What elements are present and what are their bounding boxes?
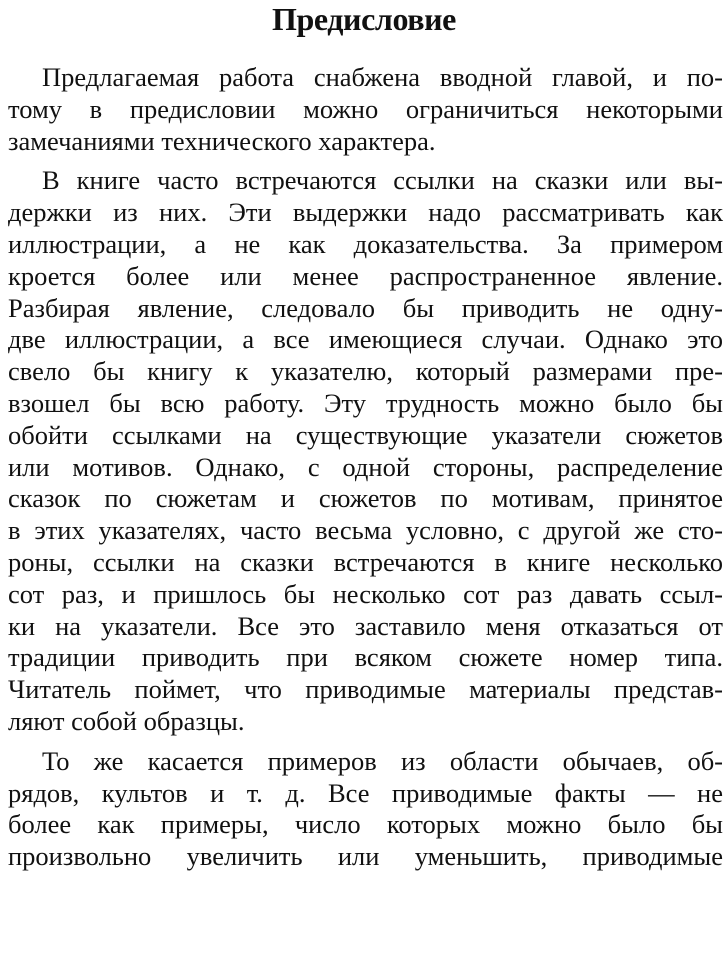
text-line: сказок по сюжетам и сюжетов по мотивам, принятое: [8, 483, 723, 514]
text-line: традиции приводить при всяком сюжете номер типа.: [8, 642, 723, 673]
text-line: Читатель поймет, что приводимые материалы представ-: [8, 674, 723, 705]
text-line: две иллюстрации, а все имеющиеся случаи. Однако это: [8, 324, 723, 355]
text-line: или мотивов. Однако, с одной стороны, распределение: [8, 451, 723, 482]
text-line: ляют собой образцы.: [8, 705, 245, 736]
text-line: замечаниями технического характера.: [8, 125, 436, 156]
text-line: более как примеры, число которых можно было бы: [8, 809, 723, 840]
text-line: тому в предисловии можно ограничиться некоторыми: [8, 93, 723, 124]
text-line: рядов, культов и т. д. Все приводимые факты — не: [8, 777, 723, 808]
text-line: обойти ссылками на существующие указатели сюжетов: [8, 419, 723, 450]
text-line: ки на указатели. Все это заставило меня отказаться от: [8, 610, 723, 641]
text-line: роны, ссылки на сказки встречаются в книге несколько: [8, 546, 723, 577]
paragraph-3: [8, 746, 723, 873]
text-line: Разбирая явление, следовало бы приводить не одну-: [8, 292, 723, 323]
text-line: кроется более или менее распространенное явление.: [8, 260, 723, 291]
text-line: В книге часто встречаются ссылки на сказки или вы-: [42, 165, 723, 196]
text-line: свело бы книгу к указателю, который размерами пре-: [8, 356, 723, 387]
text-line: держки из них. Эти выдержки надо рассматривать как: [8, 197, 723, 228]
text-line: иллюстрации, а не как доказательства. За примером: [8, 228, 723, 259]
text-line: Предлагаемая работа снабжена вводной главой, и по-: [42, 62, 723, 92]
paragraph-1: [8, 62, 723, 157]
text-line: сот раз, и пришлось бы несколько сот раз давать ссыл-: [8, 578, 723, 609]
text-line: в этих указателях, часто весьма условно, с другой же сто-: [8, 515, 723, 546]
page-title: Предисловие: [272, 1, 456, 37]
paragraph-2: [8, 165, 723, 737]
text-line: взошел бы всю работу. Эту трудность можно было бы: [8, 387, 723, 418]
text-line: То же касается примеров из области обычаев, об-: [42, 745, 723, 776]
text-line: произвольно увеличить или уменьшить, приводимые: [8, 841, 723, 872]
document-body: [8, 62, 723, 881]
